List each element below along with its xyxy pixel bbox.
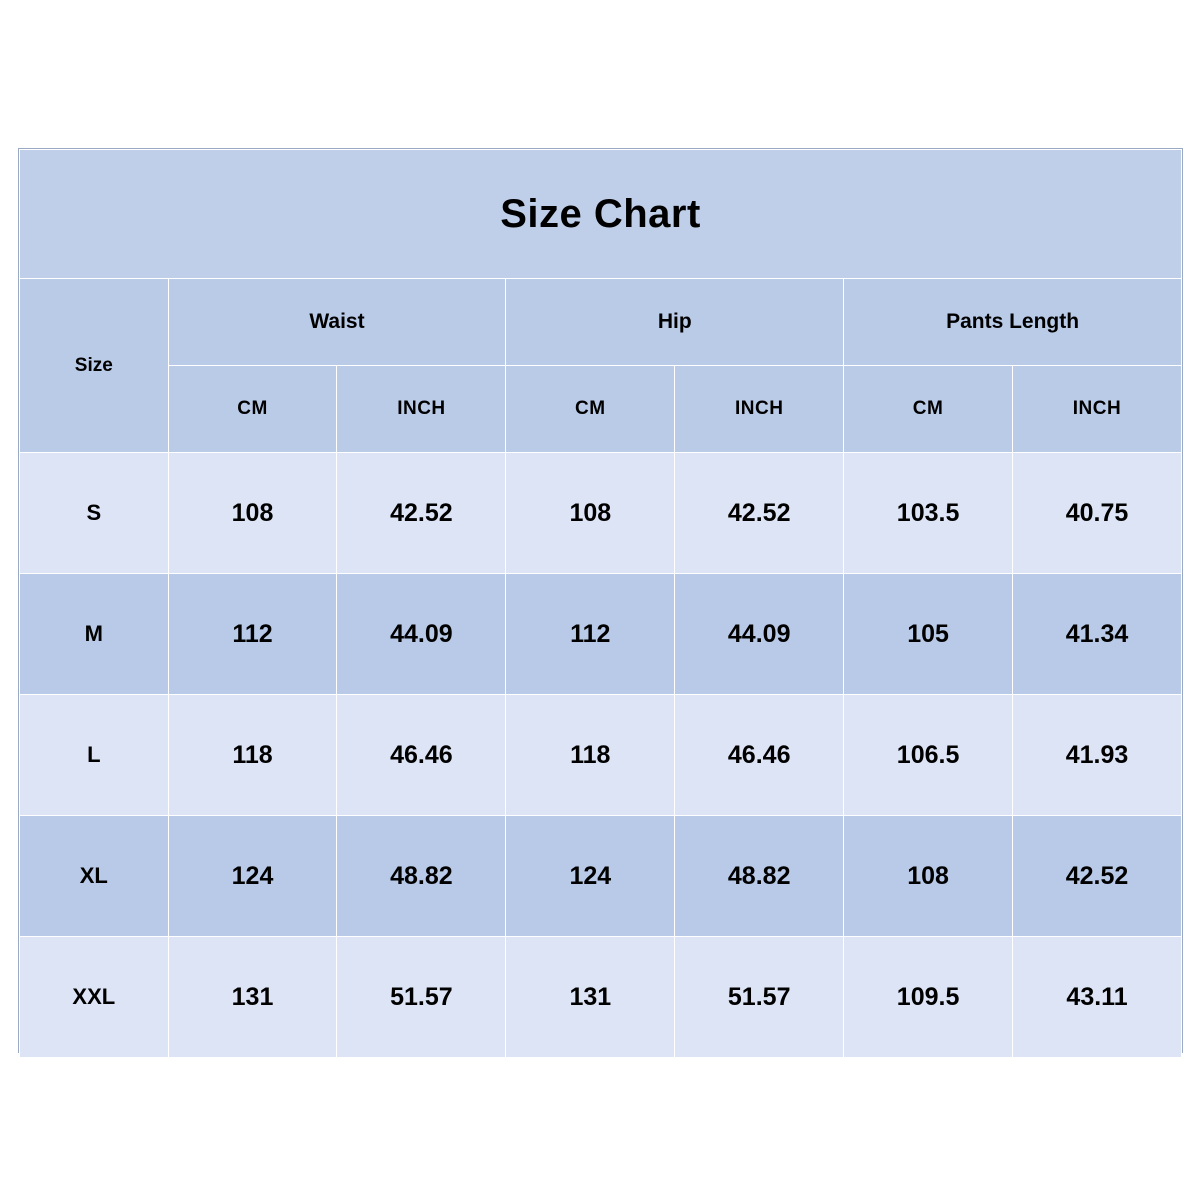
group-header-waist: Waist xyxy=(168,279,506,366)
cell-hip-cm: 124 xyxy=(506,816,675,937)
cell-hip-cm: 118 xyxy=(506,695,675,816)
unit-header-waist-inch: INCH xyxy=(337,366,506,453)
table-row xyxy=(20,695,1182,816)
table-title-row xyxy=(20,150,1182,279)
row-size-label: XL xyxy=(20,816,169,937)
group-header-hip: Hip xyxy=(506,279,844,366)
cell-waist-inch: 51.57 xyxy=(337,937,506,1058)
cell-hip-inch: 51.57 xyxy=(675,937,844,1058)
cell-pants-length-cm: 108 xyxy=(844,816,1013,937)
cell-pants-length-inch: 43.11 xyxy=(1013,937,1182,1058)
cell-waist-inch: 46.46 xyxy=(337,695,506,816)
cell-pants-length-cm: 105 xyxy=(844,574,1013,695)
unit-header-waist-cm: CM xyxy=(168,366,337,453)
group-header-row xyxy=(20,279,1182,366)
row-size-label: M xyxy=(20,574,169,695)
unit-header-pants-length-inch: INCH xyxy=(1013,366,1182,453)
page-title: Size Chart xyxy=(20,150,1182,279)
size-chart-table xyxy=(19,149,1182,1058)
row-size-label: S xyxy=(20,453,169,574)
cell-pants-length-cm: 106.5 xyxy=(844,695,1013,816)
cell-hip-cm: 112 xyxy=(506,574,675,695)
cell-hip-inch: 46.46 xyxy=(675,695,844,816)
cell-hip-inch: 44.09 xyxy=(675,574,844,695)
cell-hip-inch: 48.82 xyxy=(675,816,844,937)
unit-header-hip-cm: CM xyxy=(506,366,675,453)
cell-pants-length-inch: 41.34 xyxy=(1013,574,1182,695)
cell-hip-inch: 42.52 xyxy=(675,453,844,574)
cell-waist-inch: 44.09 xyxy=(337,574,506,695)
unit-header-pants-length-cm: CM xyxy=(844,366,1013,453)
cell-pants-length-cm: 103.5 xyxy=(844,453,1013,574)
cell-pants-length-inch: 40.75 xyxy=(1013,453,1182,574)
size-chart-container xyxy=(18,148,1183,1053)
cell-hip-cm: 131 xyxy=(506,937,675,1058)
group-header-pants-length: Pants Length xyxy=(844,279,1182,366)
table-row xyxy=(20,574,1182,695)
cell-waist-cm: 112 xyxy=(168,574,337,695)
cell-waist-cm: 124 xyxy=(168,816,337,937)
row-size-label: L xyxy=(20,695,169,816)
cell-waist-inch: 42.52 xyxy=(337,453,506,574)
cell-hip-cm: 108 xyxy=(506,453,675,574)
cell-waist-inch: 48.82 xyxy=(337,816,506,937)
table-row xyxy=(20,816,1182,937)
cell-waist-cm: 108 xyxy=(168,453,337,574)
row-size-label: XXL xyxy=(20,937,169,1058)
cell-waist-cm: 118 xyxy=(168,695,337,816)
unit-header-row xyxy=(20,366,1182,453)
cell-pants-length-inch: 42.52 xyxy=(1013,816,1182,937)
cell-waist-cm: 131 xyxy=(168,937,337,1058)
cell-pants-length-cm: 109.5 xyxy=(844,937,1013,1058)
table-row xyxy=(20,453,1182,574)
table-row xyxy=(20,937,1182,1058)
unit-header-hip-inch: INCH xyxy=(675,366,844,453)
column-header-size: Size xyxy=(20,279,169,453)
cell-pants-length-inch: 41.93 xyxy=(1013,695,1182,816)
